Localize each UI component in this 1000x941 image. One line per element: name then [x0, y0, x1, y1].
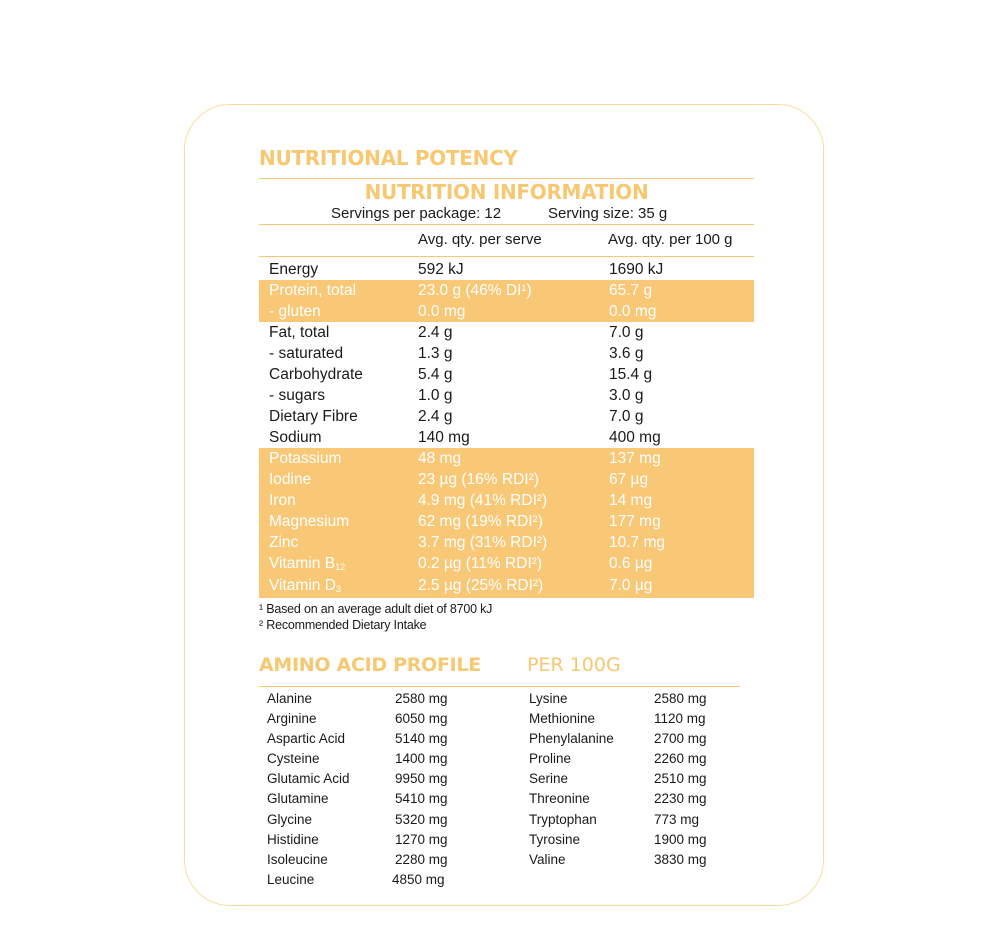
amino-acid-value: 1120 mg: [654, 711, 706, 727]
amino-acid-name: Histidine: [267, 831, 319, 847]
amino-acid-value: 2260 mg: [654, 751, 707, 767]
amino-acid-name: Glutamic Acid: [267, 771, 350, 787]
amino-acid-row: [267, 789, 507, 809]
title-nutritional-potency: NUTRITIONAL POTENCY: [259, 146, 518, 170]
nutrient-per-100g: 0.0 mg: [609, 303, 657, 320]
nutrient-row-magnesium: [259, 511, 754, 532]
nutrient-per-100g: 1690 kJ: [609, 261, 664, 278]
nutrient-name: Sodium: [269, 429, 322, 446]
nutrient-per-100g: 0.6 µg: [609, 555, 653, 572]
amino-acid-value: 3830 mg: [654, 851, 707, 867]
amino-acid-name: Methionine: [529, 711, 596, 727]
servings-per-package: Servings per package: 12: [331, 205, 502, 222]
amino-acid-value: 5410 mg: [395, 791, 448, 807]
amino-acid-name: Proline: [529, 751, 572, 767]
nutrient-name: Fat, total: [269, 324, 330, 341]
amino-acid-name: Glutamine: [267, 791, 329, 807]
amino-acid-row: [529, 709, 739, 729]
nutrient-per-100g: 7.0 g: [609, 324, 644, 341]
amino-acid-name: Serine: [529, 771, 569, 787]
amino-acid-value: 1270 mg: [395, 831, 448, 847]
nutrient-per-serve: 3.7 mg (31% RDI²): [418, 534, 548, 551]
nutrient-per-100g: 10.7 mg: [609, 534, 666, 551]
nutrient-per-100g: 3.6 g: [609, 345, 644, 362]
nutrient-per-serve: 4.9 mg (41% RDI²): [418, 492, 548, 509]
amino-acid-row: [529, 789, 739, 809]
footnote-daily-intake: ¹ Based on an average adult diet of 8700 kJ: [259, 602, 493, 616]
nutrient-per-serve: 23 µg (16% RDI²): [418, 471, 539, 488]
amino-acid-row: [267, 830, 507, 850]
nutrient-row-fat: [259, 322, 754, 343]
nutrient-per-serve: 23.0 g (46% DI¹): [418, 282, 532, 299]
nutrient-row-iron: [259, 490, 754, 511]
amino-acid-value: 2580 mg: [654, 691, 707, 706]
amino-acid-list-right: [529, 689, 739, 870]
nutrient-per-100g: 3.0 g: [609, 387, 644, 404]
nutrient-per-serve: 0.0 mg: [418, 303, 466, 320]
nutrient-per-100g: 177 mg: [609, 513, 661, 530]
amino-acid-name: Alanine: [267, 691, 313, 706]
amino-acid-list-left: [267, 689, 507, 890]
nutrition-table: [259, 259, 754, 598]
amino-acid-value: 1400 mg: [395, 751, 448, 767]
nutrient-per-100g: 15.4 g: [609, 366, 653, 383]
amino-acid-row: [267, 870, 507, 890]
nutrient-name: Carbohydrate: [269, 366, 363, 383]
nutrient-name-subscript: 3: [335, 584, 341, 594]
nutrient-name: Magnesium: [269, 513, 350, 530]
nutrient-name-subscript: 12: [335, 562, 346, 572]
nutrient-row-energy: [259, 259, 754, 280]
amino-acid-row: [529, 830, 739, 850]
column-header-per-serve: Avg. qty. per serve: [418, 231, 542, 248]
amino-acid-value: 773 mg: [654, 811, 700, 827]
amino-acid-row: [267, 689, 507, 709]
amino-acid-per-100g-label: PER 100G: [527, 654, 621, 676]
nutrient-row-protein: [259, 280, 754, 301]
title-nutrition-information: NUTRITION INFORMATION: [364, 180, 649, 204]
nutrient-row-vitamin-b12: [259, 553, 754, 574]
nutrient-name: Zinc: [269, 534, 299, 551]
amino-acid-row: [529, 810, 739, 830]
amino-acid-value: 2580 mg: [395, 691, 448, 706]
amino-acid-name: Threonine: [529, 791, 590, 807]
nutrient-per-serve: 5.4 g: [418, 366, 453, 383]
amino-acid-name: Aspartic Acid: [267, 731, 346, 747]
nutrient-per-100g: 400 mg: [609, 429, 661, 446]
amino-acid-name: Glycine: [267, 811, 313, 827]
nutrient-per-100g: 65.7 g: [609, 282, 653, 299]
amino-acid-value: 2230 mg: [654, 791, 707, 807]
nutrient-per-100g: 7.0 g: [609, 408, 644, 425]
nutrient-per-serve: 1.0 g: [418, 387, 453, 404]
nutrient-per-100g: 137 mg: [609, 450, 661, 467]
nutrient-per-serve: 2.5 µg (25% RDI²): [418, 577, 544, 594]
amino-acid-name: Tryptophan: [529, 811, 597, 827]
column-header-per-100g: Avg. qty. per 100 g: [608, 231, 733, 248]
amino-acid-row: [529, 729, 739, 749]
nutrient-per-100g: 7.0 µg: [609, 577, 653, 594]
nutrient-per-serve: 140 mg: [418, 429, 470, 446]
amino-acid-row: [529, 769, 739, 789]
nutrient-per-100g: 67 µg: [609, 471, 649, 488]
nutrient-name: Dietary Fibre: [269, 408, 358, 425]
nutrient-row-sugars: [259, 385, 754, 406]
amino-acid-name: Tyrosine: [529, 831, 581, 847]
nutrient-per-serve: 2.4 g: [418, 408, 453, 425]
title-divider: [259, 178, 754, 179]
footnote-rdi: ² Recommended Dietary Intake: [259, 618, 427, 632]
amino-acid-row: [529, 749, 739, 769]
nutrient-name: Iodine: [269, 471, 312, 488]
nutrient-name-base: Vitamin D: [269, 577, 336, 594]
nutrient-per-serve: 592 kJ: [418, 261, 464, 278]
nutrient-per-serve: 2.4 g: [418, 324, 453, 341]
amino-acid-name: Isoleucine: [267, 851, 328, 867]
nutrient-row-potassium: [259, 448, 754, 469]
amino-acid-name: Phenylalanine: [529, 731, 614, 747]
nutrient-row-carbohydrate: [259, 364, 754, 385]
nutrient-name: - saturated: [269, 345, 344, 362]
amino-acid-value: 4850 mg: [392, 871, 445, 887]
amino-acid-name: Lysine: [529, 691, 568, 706]
nutrient-row-zinc: [259, 532, 754, 553]
nutrient-per-serve: 1.3 g: [418, 345, 453, 362]
nutrient-name: - gluten: [269, 303, 321, 320]
nutrient-per-serve: 0.2 µg (11% RDI²): [418, 555, 543, 572]
nutrient-name: Energy: [269, 261, 319, 278]
nutrient-per-100g: 14 mg: [609, 492, 653, 509]
amino-acid-value: 5140 mg: [395, 731, 448, 747]
amino-acid-row: [267, 769, 507, 789]
amino-acid-value: 5320 mg: [395, 811, 448, 827]
nutrient-name: Potassium: [269, 450, 342, 467]
amino-acid-value: 9950 mg: [395, 771, 448, 787]
amino-divider: [259, 686, 740, 687]
amino-acid-row: [267, 729, 507, 749]
amino-acid-name: Leucine: [267, 871, 315, 887]
amino-acid-value: 1900 mg: [654, 831, 707, 847]
nutrient-name-base: Vitamin B: [269, 555, 336, 572]
amino-acid-row: [267, 709, 507, 729]
serving-size: Serving size: 35 g: [548, 205, 668, 222]
nutrient-name: Iron: [269, 492, 296, 509]
amino-acid-row: [267, 810, 507, 830]
header-divider: [259, 256, 754, 257]
amino-acid-row: [529, 689, 739, 709]
nutrient-row-sodium: [259, 427, 754, 448]
nutrient-row-vitamin-d3: [259, 574, 754, 598]
amino-acid-profile-title: AMINO ACID PROFILE: [259, 654, 481, 676]
amino-acid-name: Cysteine: [267, 751, 320, 767]
amino-acid-value: 2280 mg: [395, 851, 448, 867]
amino-acid-name: Valine: [529, 851, 566, 867]
amino-acid-name: Arginine: [267, 711, 317, 727]
nutrient-per-serve: 48 mg: [418, 450, 462, 467]
amino-acid-value: 2510 mg: [654, 771, 707, 787]
amino-acid-value: 2700 mg: [654, 731, 707, 747]
amino-acid-row: [267, 850, 507, 870]
nutrient-name: Protein, total: [269, 282, 357, 299]
nutrient-name: [269, 574, 341, 601]
amino-acid-row: [267, 749, 507, 769]
amino-acid-value: 6050 mg: [395, 711, 448, 727]
nutrient-per-serve: 62 mg (19% RDI²): [418, 513, 543, 530]
nutrient-row-gluten: [259, 301, 754, 322]
nutrient-row-fibre: [259, 406, 754, 427]
nutrient-name: - sugars: [269, 387, 325, 404]
amino-acid-row: [529, 850, 739, 870]
servings-divider: [259, 224, 754, 225]
nutrient-row-iodine: [259, 469, 754, 490]
nutrient-row-saturated: [259, 343, 754, 364]
